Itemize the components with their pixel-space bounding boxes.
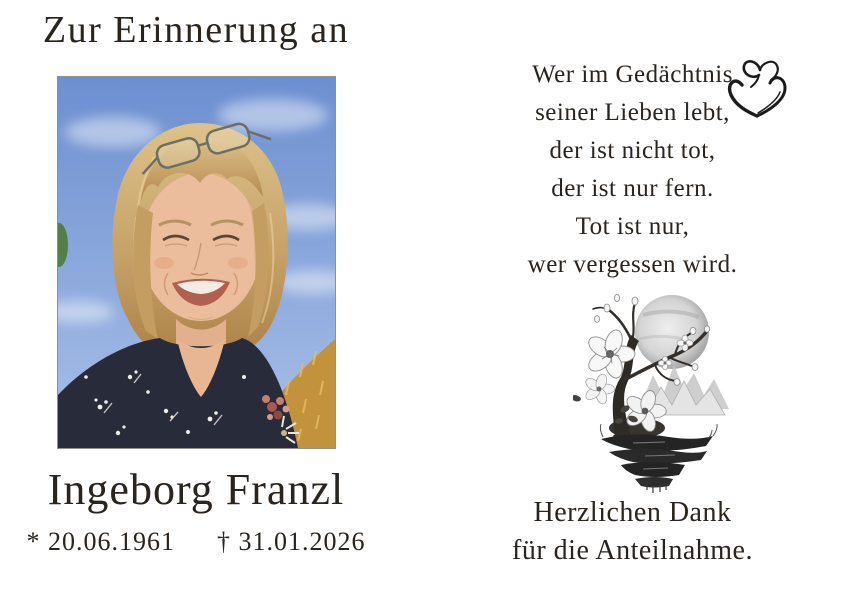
poem-line: der ist nur fern. [551, 175, 714, 202]
death-date: † 31.01.2026 [217, 527, 366, 556]
thanks-message [425, 494, 840, 570]
thanks-line: für die Anteilnahme. [512, 535, 753, 566]
double-heart-icon [727, 54, 793, 118]
poem-line: seiner Lieben lebt, [535, 99, 730, 126]
birth-date: * 20.06.1961 [26, 527, 175, 556]
poem-line: der ist nicht tot, [549, 137, 716, 164]
card-title: Zur Erinnerung an [42, 9, 350, 51]
portrait-photo-illustration [58, 77, 335, 448]
thanks-line: Herzlichen Dank [533, 497, 732, 528]
poem-line: wer vergessen wird. [527, 251, 738, 278]
portrait-photo [57, 76, 336, 449]
deceased-name: Ingeborg Franzl [47, 465, 345, 514]
life-dates [0, 527, 392, 557]
blossom-tree-illustration [573, 287, 745, 493]
poem-line: Tot ist nur, [575, 213, 690, 240]
poem-line: Wer im Gedächtnis [532, 61, 733, 88]
